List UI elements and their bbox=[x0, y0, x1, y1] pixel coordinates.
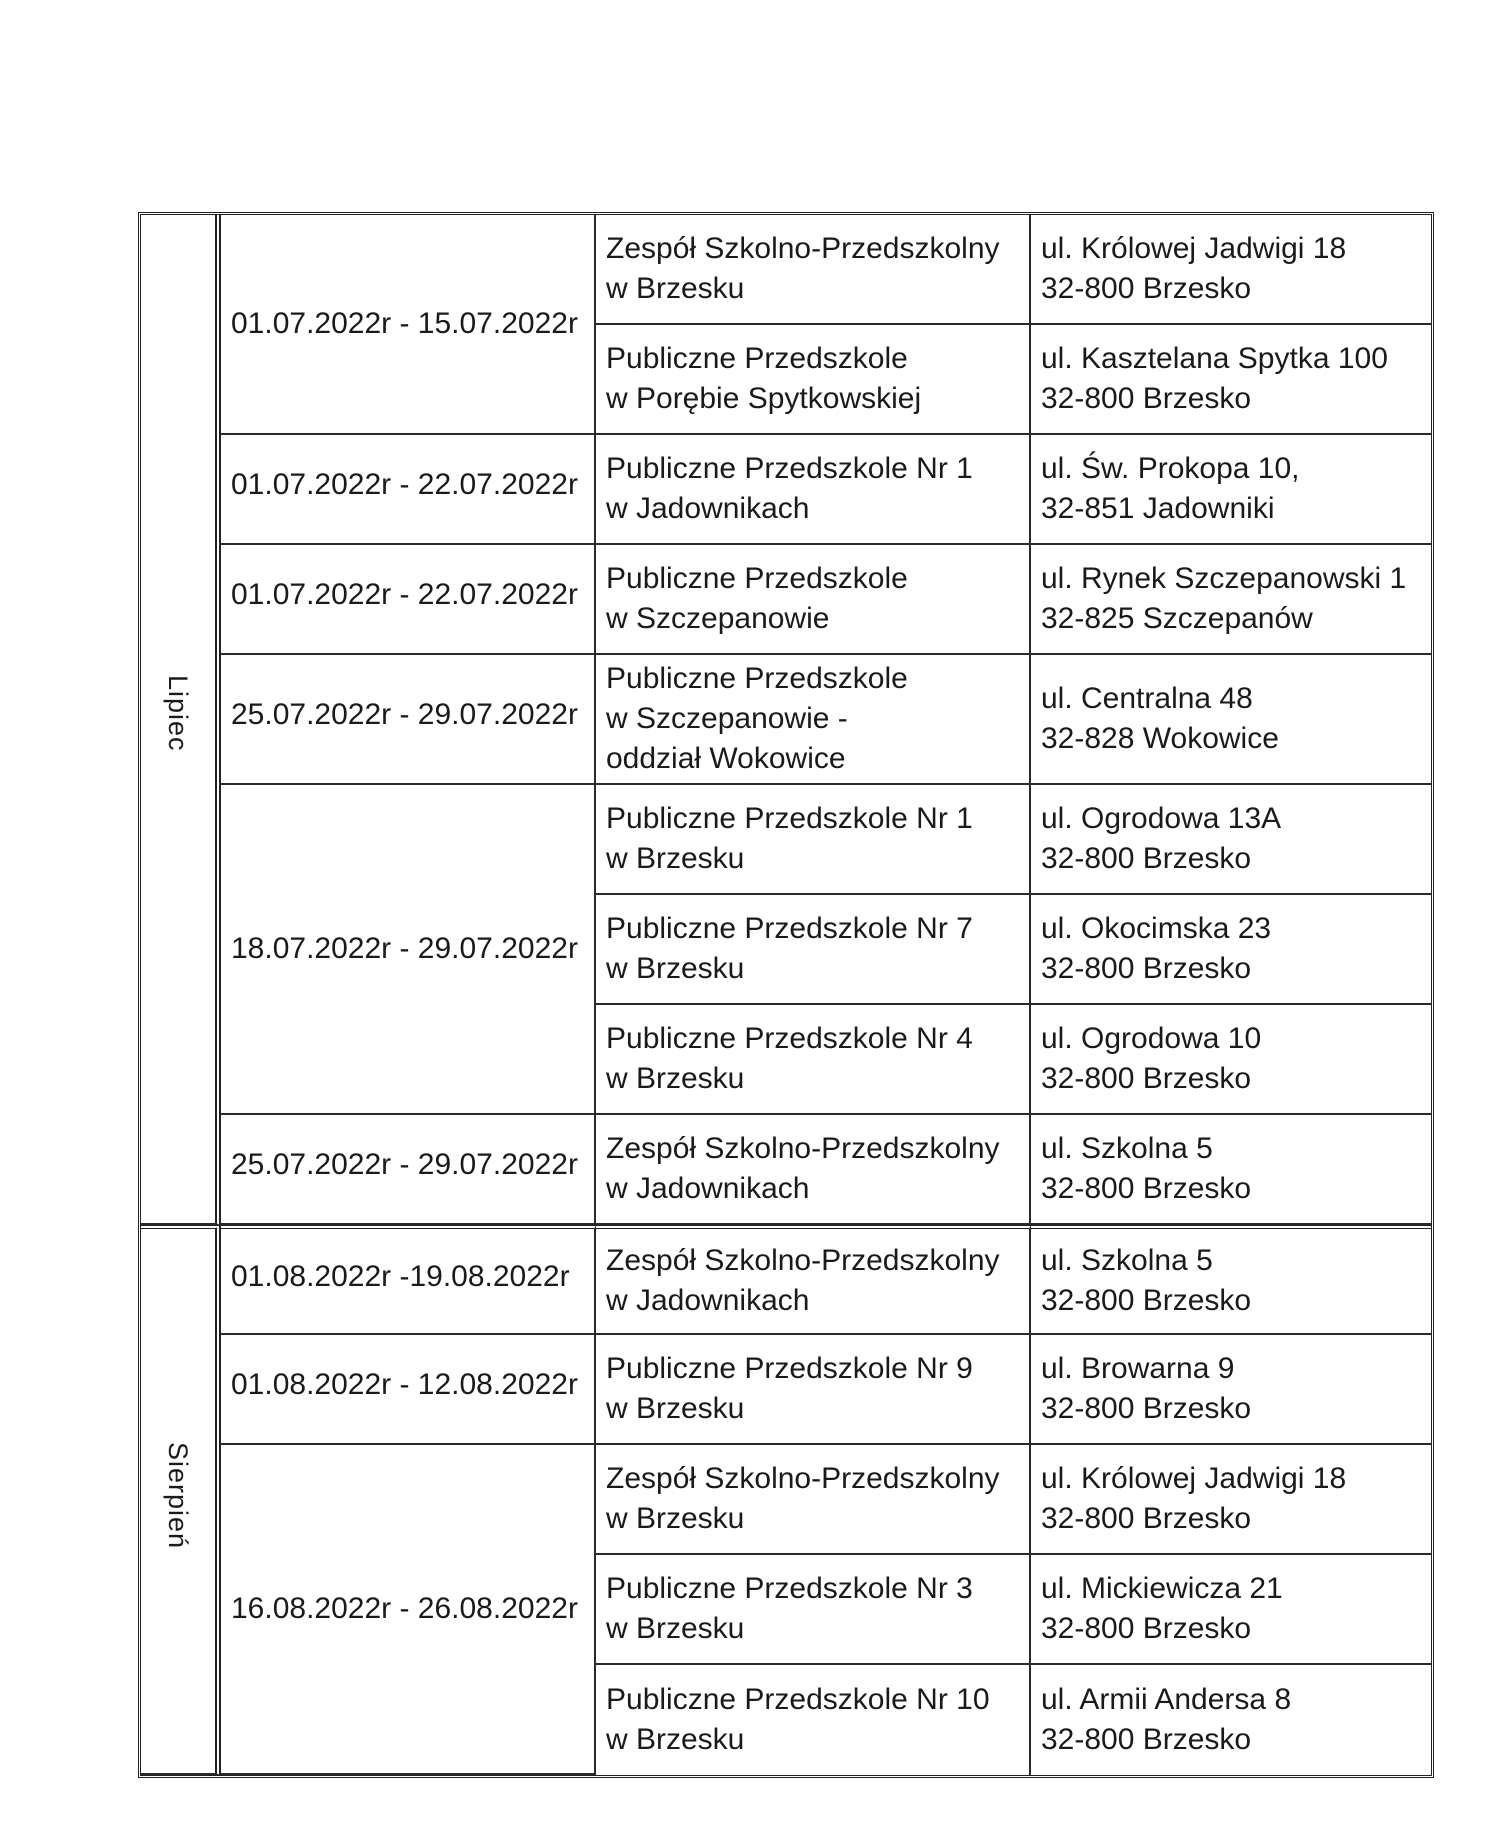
month-cell bbox=[141, 1225, 221, 1775]
cell-line: w Szczepanowie - bbox=[606, 702, 848, 735]
month-cell bbox=[141, 215, 221, 1225]
institution-address-cell bbox=[1031, 1115, 1431, 1225]
cell-line: w Brzesku bbox=[606, 1723, 745, 1756]
cell-line: ul. Szkolna 5 bbox=[1041, 1132, 1213, 1165]
institution-name-cell bbox=[596, 1115, 1031, 1225]
cell-line: Publiczne Przedszkole bbox=[606, 662, 908, 695]
cell-line: ul. Ogrodowa 10 bbox=[1041, 1022, 1262, 1055]
date-range-cell: 25.07.2022r - 29.07.2022r bbox=[221, 655, 596, 785]
cell-line: ul. Centralna 48 bbox=[1041, 682, 1253, 715]
cell-line: 32-825 Szczepanów bbox=[1041, 602, 1313, 635]
institution-address-cell bbox=[1031, 1225, 1431, 1335]
institution-name-cell bbox=[596, 785, 1031, 895]
institution-address-cell bbox=[1031, 325, 1431, 435]
cell-line: Publiczne Przedszkole Nr 4 bbox=[606, 1022, 973, 1055]
cell-line: ul. Mickiewicza 21 bbox=[1041, 1572, 1283, 1605]
cell-line: 32-800 Brzesko bbox=[1041, 1062, 1252, 1095]
cell-line: w Jadownikach bbox=[606, 1172, 810, 1205]
schedule-row bbox=[141, 655, 1431, 785]
cell-line: 32-800 Brzesko bbox=[1041, 842, 1252, 875]
institution-name-cell bbox=[596, 1665, 1031, 1775]
institution-name-cell bbox=[596, 1335, 1031, 1445]
cell-line: oddział Wokowice bbox=[606, 742, 846, 775]
cell-line: ul. Królowej Jadwigi 18 bbox=[1041, 232, 1347, 265]
schedule-row bbox=[141, 545, 1431, 655]
cell-line: Publiczne Przedszkole Nr 3 bbox=[606, 1572, 973, 1605]
date-range-cell: 01.07.2022r - 22.07.2022r bbox=[221, 545, 596, 655]
date-range-cell: 25.07.2022r - 29.07.2022r bbox=[221, 1115, 596, 1225]
cell-line: 32-851 Jadowniki bbox=[1041, 492, 1275, 525]
institution-name-cell bbox=[596, 655, 1031, 785]
date-range-cell: 18.07.2022r - 29.07.2022r bbox=[221, 785, 596, 1115]
month-label: Sierpień bbox=[163, 1441, 193, 1550]
cell-line: w Brzesku bbox=[606, 1502, 745, 1535]
cell-line: ul. Armii Andersa 8 bbox=[1041, 1683, 1292, 1716]
cell-line: 32-800 Brzesko bbox=[1041, 1392, 1252, 1425]
cell-line: w Brzesku bbox=[606, 272, 745, 305]
cell-line: w Brzesku bbox=[606, 1062, 745, 1095]
cell-line: ul. Kasztelana Spytka 100 bbox=[1041, 342, 1388, 375]
institution-name-cell bbox=[596, 545, 1031, 655]
institution-name-cell bbox=[596, 325, 1031, 435]
institution-address-cell bbox=[1031, 655, 1431, 785]
cell-line: Zespół Szkolno-Przedszkolny bbox=[606, 232, 1000, 265]
cell-line: Publiczne Przedszkole Nr 1 bbox=[606, 452, 973, 485]
institution-address-cell bbox=[1031, 895, 1431, 1005]
cell-line: Publiczne Przedszkole bbox=[606, 342, 908, 375]
institution-name-cell bbox=[596, 435, 1031, 545]
cell-line: ul. Szkolna 5 bbox=[1041, 1244, 1213, 1277]
institution-address-cell bbox=[1031, 1555, 1431, 1665]
cell-line: ul. Rynek Szczepanowski 1 bbox=[1041, 562, 1407, 595]
institution-name-cell bbox=[596, 895, 1031, 1005]
institution-name-cell bbox=[596, 1555, 1031, 1665]
cell-line: 32-800 Brzesko bbox=[1041, 1723, 1252, 1756]
cell-line: w Jadownikach bbox=[606, 1284, 810, 1317]
cell-line: w Brzesku bbox=[606, 1612, 745, 1645]
cell-line: Zespół Szkolno-Przedszkolny bbox=[606, 1132, 1000, 1165]
schedule-row bbox=[141, 215, 1431, 325]
institution-address-cell bbox=[1031, 1445, 1431, 1555]
date-range-cell: 16.08.2022r - 26.08.2022r bbox=[221, 1445, 596, 1775]
institution-address-cell bbox=[1031, 435, 1431, 545]
cell-line: 32-800 Brzesko bbox=[1041, 1172, 1252, 1205]
cell-line: Publiczne Przedszkole Nr 9 bbox=[606, 1352, 973, 1385]
date-range-cell: 01.08.2022r -19.08.2022r bbox=[221, 1225, 596, 1335]
cell-line: w Brzesku bbox=[606, 842, 745, 875]
cell-line: 32-828 Wokowice bbox=[1041, 722, 1279, 755]
cell-line: 32-800 Brzesko bbox=[1041, 272, 1252, 305]
institution-address-cell bbox=[1031, 785, 1431, 895]
schedule-row bbox=[141, 1225, 1431, 1335]
schedule-row bbox=[141, 785, 1431, 895]
institution-name-cell bbox=[596, 1225, 1031, 1335]
institution-name-cell bbox=[596, 215, 1031, 325]
cell-line: w Jadownikach bbox=[606, 492, 810, 525]
cell-line: Publiczne Przedszkole Nr 7 bbox=[606, 912, 973, 945]
institution-address-cell bbox=[1031, 1335, 1431, 1445]
cell-line: ul. Królowej Jadwigi 18 bbox=[1041, 1462, 1347, 1495]
cell-line: w Brzesku bbox=[606, 1392, 745, 1425]
institution-address-cell bbox=[1031, 545, 1431, 655]
cell-line: Publiczne Przedszkole Nr 10 bbox=[606, 1683, 990, 1716]
cell-line: w Szczepanowie bbox=[606, 602, 830, 635]
cell-line: ul. Ogrodowa 13A bbox=[1041, 802, 1282, 835]
cell-line: 32-800 Brzesko bbox=[1041, 382, 1252, 415]
schedule-row bbox=[141, 1445, 1431, 1555]
month-label: Lipiec bbox=[163, 675, 193, 752]
cell-line: w Porębie Spytkowskiej bbox=[606, 382, 922, 415]
institution-address-cell bbox=[1031, 215, 1431, 325]
cell-line: ul. Browarna 9 bbox=[1041, 1352, 1235, 1385]
cell-line: 32-800 Brzesko bbox=[1041, 952, 1252, 985]
cell-line: Zespół Szkolno-Przedszkolny bbox=[606, 1462, 1000, 1495]
cell-line: 32-800 Brzesko bbox=[1041, 1284, 1252, 1317]
date-range-cell: 01.07.2022r - 22.07.2022r bbox=[221, 435, 596, 545]
schedule-table bbox=[138, 212, 1434, 1778]
cell-line: 32-800 Brzesko bbox=[1041, 1612, 1252, 1645]
schedule-row bbox=[141, 1115, 1431, 1225]
schedule-row bbox=[141, 1335, 1431, 1445]
schedule-row bbox=[141, 435, 1431, 545]
institution-name-cell bbox=[596, 1005, 1031, 1115]
institution-name-cell bbox=[596, 1445, 1031, 1555]
institution-address-cell bbox=[1031, 1665, 1431, 1775]
institution-address-cell bbox=[1031, 1005, 1431, 1115]
cell-line: 32-800 Brzesko bbox=[1041, 1502, 1252, 1535]
schedule-body bbox=[141, 215, 1431, 1775]
cell-line: Zespół Szkolno-Przedszkolny bbox=[606, 1244, 1000, 1277]
cell-line: w Brzesku bbox=[606, 952, 745, 985]
date-range-cell: 01.07.2022r - 15.07.2022r bbox=[221, 215, 596, 435]
cell-line: ul. Św. Prokopa 10, bbox=[1041, 452, 1300, 485]
date-range-cell: 01.08.2022r - 12.08.2022r bbox=[221, 1335, 596, 1445]
cell-line: ul. Okocimska 23 bbox=[1041, 912, 1272, 945]
cell-line: Publiczne Przedszkole bbox=[606, 562, 908, 595]
cell-line: Publiczne Przedszkole Nr 1 bbox=[606, 802, 973, 835]
